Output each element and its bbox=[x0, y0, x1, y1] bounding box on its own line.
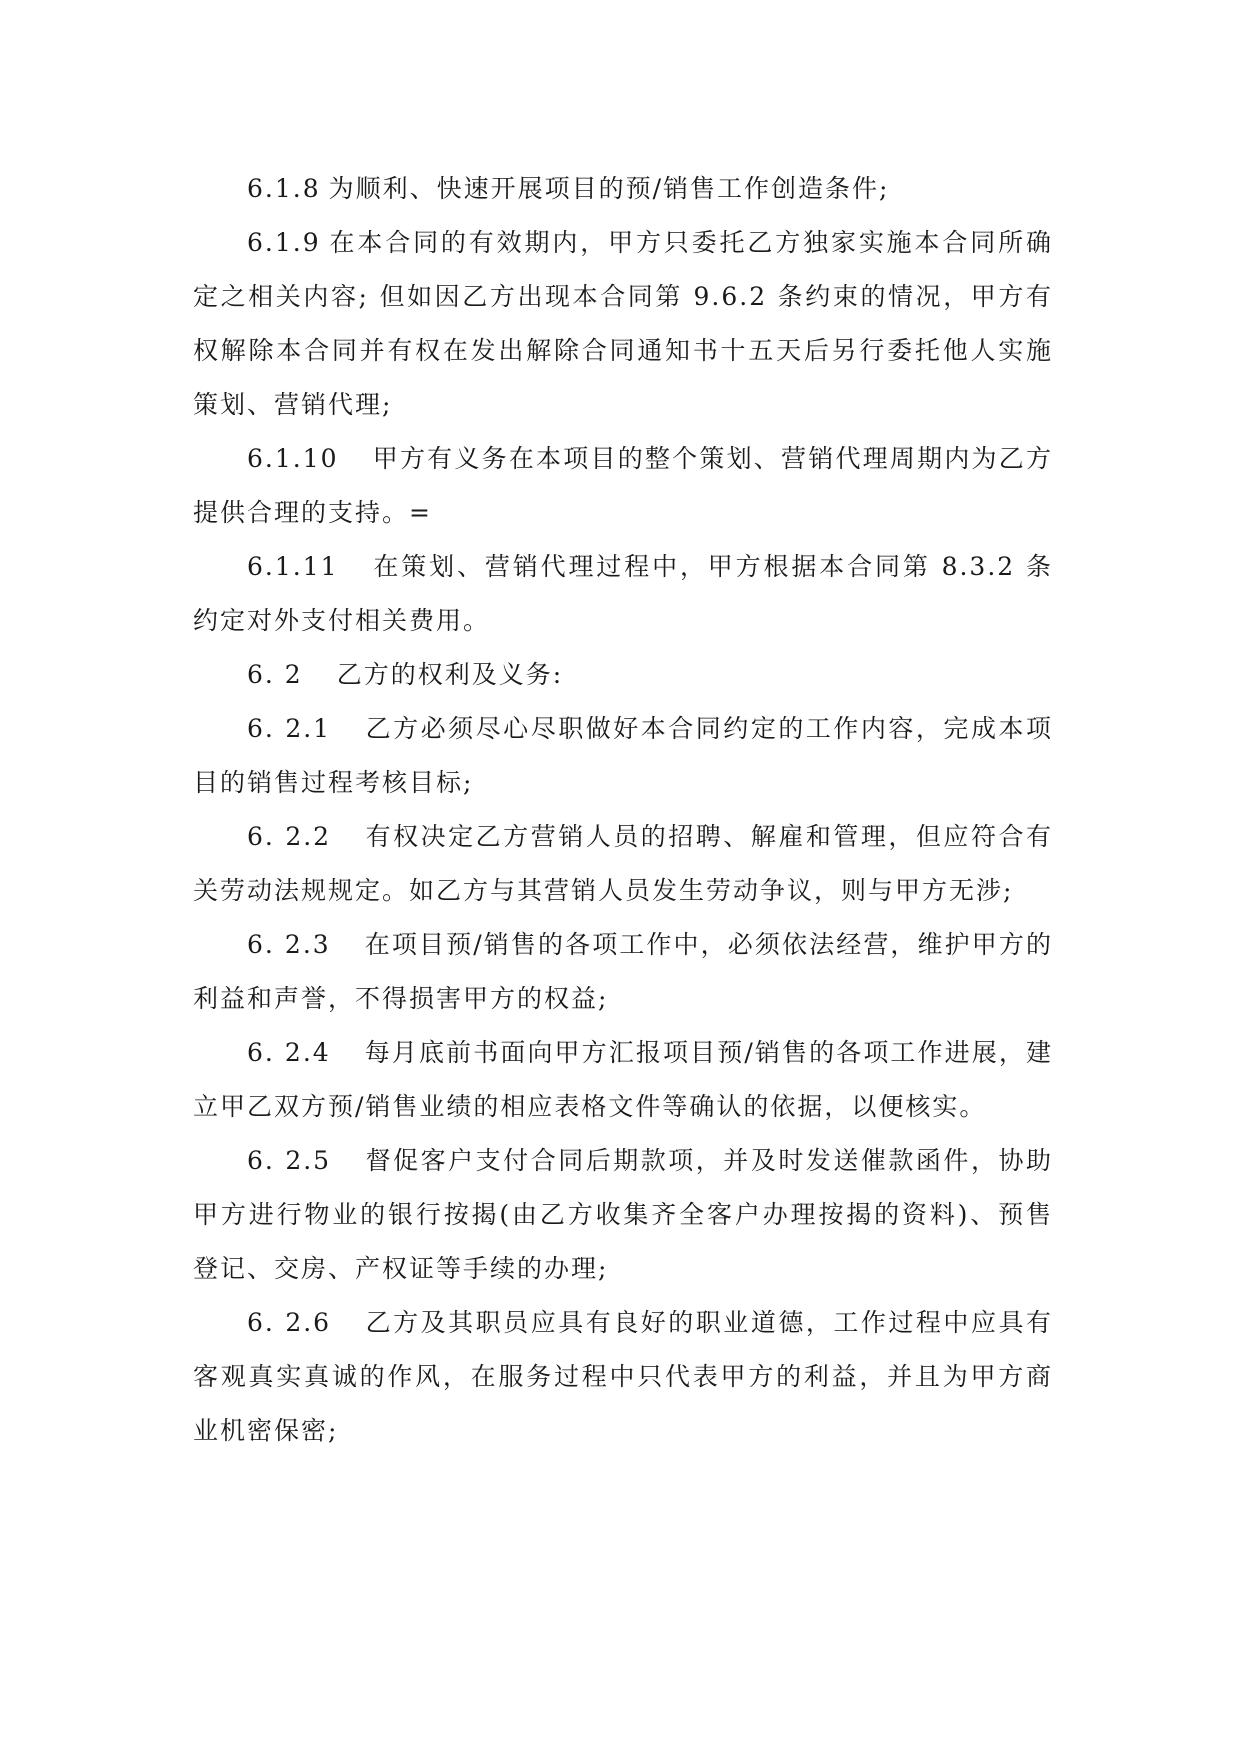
clause-text: 甲方有义务在本项目的整个策划、营销代理周期内为乙方提供合理的支持。= bbox=[193, 444, 1053, 527]
clause-number: 6.1.10 bbox=[247, 444, 339, 473]
clause-6-2-5 bbox=[193, 1134, 1053, 1296]
clause-number: 6. 2.2 bbox=[247, 822, 332, 851]
clause-6-1-11 bbox=[193, 540, 1053, 648]
clause-text: 在本合同的有效期内，甲方只委托乙方独家实施本合同所确定之相关内容; 但如因乙方出现本合同第 9.6.2 条约束的情况，甲方有权解除本合同并有权在发出解除合同通知书十五天后另行委托他人实施策划、营销代理; bbox=[193, 228, 1053, 419]
clause-6-2-3 bbox=[193, 918, 1053, 1026]
clause-6-2-6 bbox=[193, 1296, 1053, 1458]
clause-6-2-1 bbox=[193, 702, 1053, 810]
clause-number: 6.1.8 bbox=[247, 174, 321, 203]
clause-number: 6. 2.1 bbox=[247, 714, 332, 743]
clause-text: 在策划、营销代理过程中，甲方根据本合同第 8.3.2 条约定对外支付相关费用。 bbox=[193, 552, 1053, 635]
clause-number: 6. 2 bbox=[247, 660, 303, 689]
clause-text: 乙方及其职员应具有良好的职业道德，工作过程中应具有客观真实真诚的作风，在服务过程中只代表甲方的利益，并且为甲方商业机密保密; bbox=[193, 1308, 1053, 1445]
clause-text: 每月底前书面向甲方汇报项目预/销售的各项工作进展，建立甲乙双方预/销售业绩的相应表格文件等确认的依据，以便核实。 bbox=[193, 1038, 1053, 1121]
clause-6-1-10 bbox=[193, 432, 1053, 540]
clause-6-1-8 bbox=[193, 162, 1053, 216]
clause-number: 6.1.11 bbox=[247, 552, 339, 581]
clause-6-2-2 bbox=[193, 810, 1053, 918]
clause-text: 有权决定乙方营销人员的招聘、解雇和管理，但应符合有关劳动法规规定。如乙方与其营销人员发生劳动争议，则与甲方无涉; bbox=[193, 822, 1053, 905]
section-6-2-heading bbox=[193, 648, 1053, 702]
clause-number: 6.1.9 bbox=[247, 228, 321, 257]
clause-text: 在项目预/销售的各项工作中，必须依法经营，维护甲方的利益和声誉，不得损害甲方的权益; bbox=[193, 930, 1053, 1013]
clause-number: 6. 2.5 bbox=[247, 1146, 332, 1175]
clause-text: 乙方必须尽心尽职做好本合同约定的工作内容，完成本项目的销售过程考核目标; bbox=[193, 714, 1053, 797]
clause-number: 6. 2.6 bbox=[247, 1308, 332, 1337]
clause-text: 乙方的权利及义务: bbox=[336, 660, 564, 689]
contract-body bbox=[193, 162, 1053, 1458]
clause-6-2-4 bbox=[193, 1026, 1053, 1134]
clause-text: 督促客户支付合同后期款项，并及时发送催款函件，协助甲方进行物业的银行按揭(由乙方收集齐全客户办理按揭的资料)、预售登记、交房、产权证等手续的办理; bbox=[193, 1146, 1053, 1283]
clause-number: 6. 2.3 bbox=[247, 930, 331, 959]
clause-text: 为顺利、快速开展项目的预/销售工作创造条件; bbox=[328, 174, 890, 203]
clause-6-1-9 bbox=[193, 216, 1053, 432]
clause-number: 6. 2.4 bbox=[247, 1038, 331, 1067]
